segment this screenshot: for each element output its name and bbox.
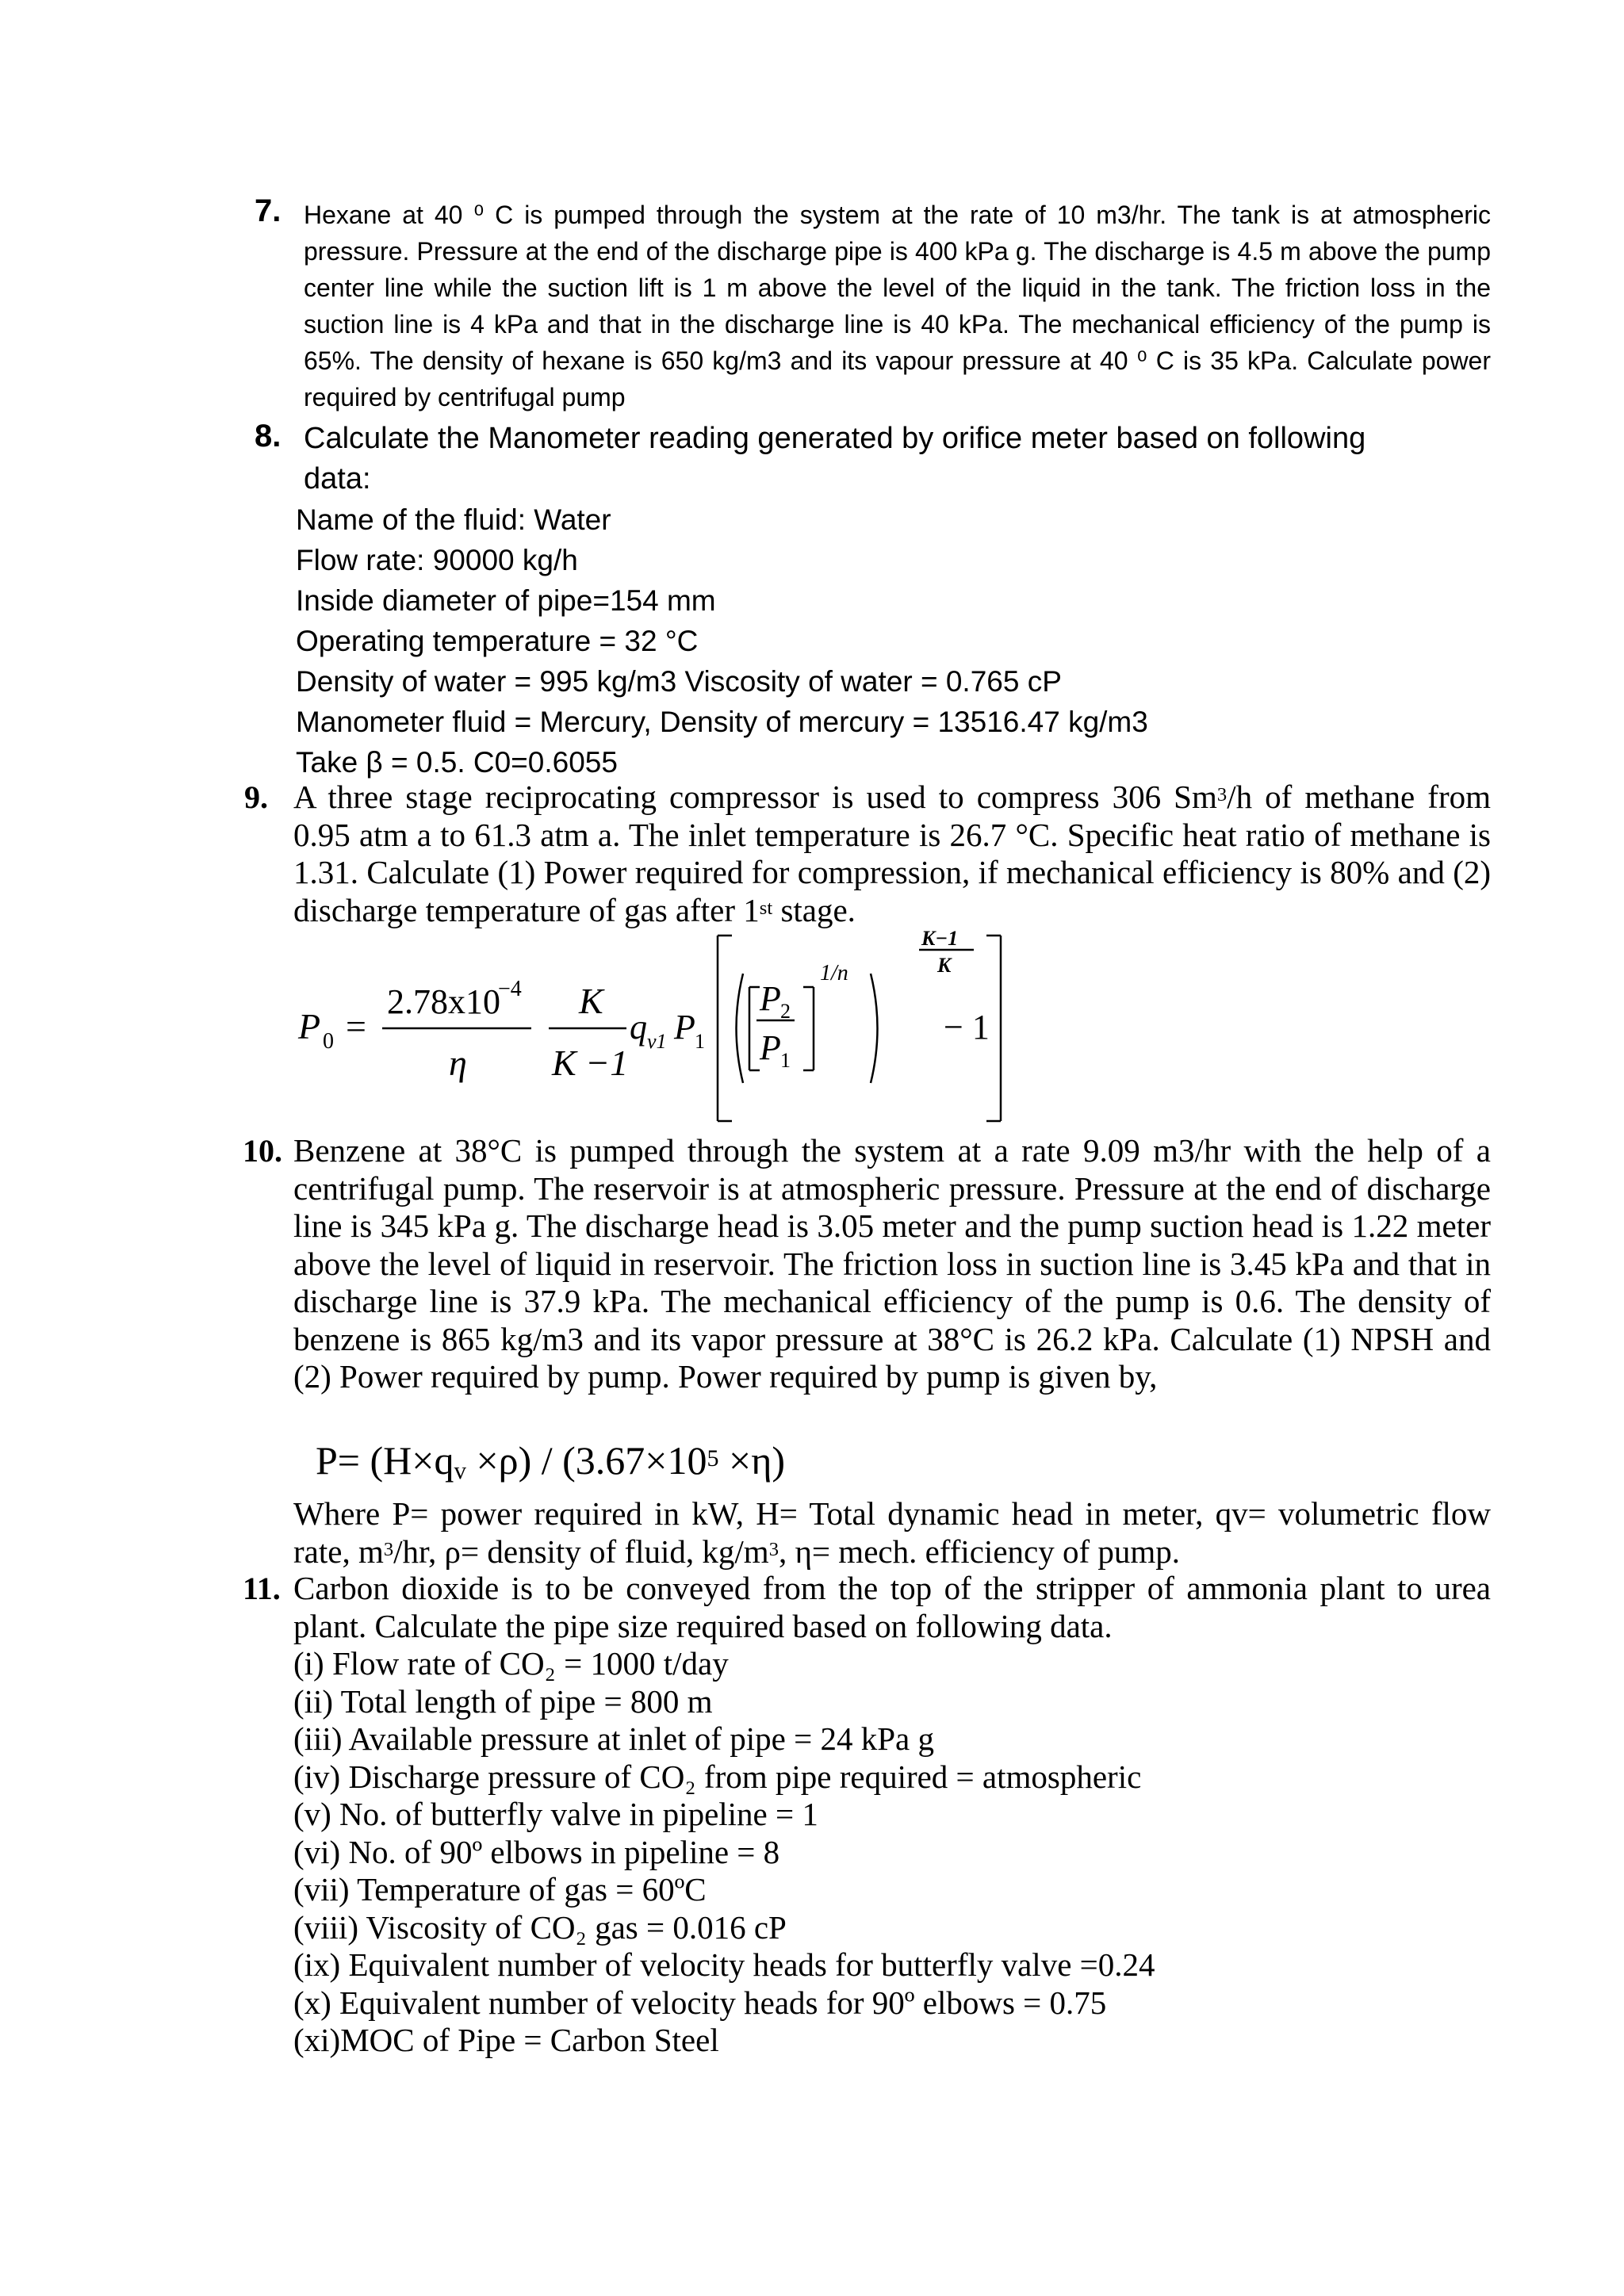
formula-equals: = (346, 1006, 366, 1047)
compressor-power-formula (293, 928, 1007, 1130)
question-10 (243, 1132, 1491, 1396)
list-item: Manometer fluid = Mercury, Density of mercury = 13516.47 kg/m3 (296, 706, 1148, 738)
superscript: 3 (1216, 784, 1228, 806)
question-number: 8. (255, 419, 282, 453)
formula-q-sub: v1 (647, 1030, 667, 1053)
formula-fraction-numerator: P (760, 979, 781, 1018)
text-part: Where P= power required in kW, H= Total dynamic head in meter, qv= volumetric flow rate, m (293, 1495, 1491, 1570)
formula-subscript: v (454, 1456, 466, 1485)
formula-lhs: P (298, 1006, 321, 1047)
data-list (293, 1645, 1491, 2060)
formula-outer-exponent-denominator: K (937, 954, 952, 977)
formula-q: q (630, 1008, 647, 1047)
formula-coefficient-exponent: −4 (498, 977, 522, 1001)
list-item: Inside diameter of pipe=154 mm (296, 584, 716, 617)
formula-eta: η (449, 1043, 467, 1083)
text-part: , η= mech. efficiency of pump. (778, 1533, 1181, 1570)
formula-minus-one: − 1 (944, 1008, 990, 1047)
question-intro-line-2: data: (304, 462, 371, 496)
formula-p1-sub: 1 (695, 1030, 705, 1053)
question-9 (244, 779, 1491, 929)
formula-outer-exponent-numerator: K−1 (921, 928, 959, 950)
list-item: Take β = 0.5. C0=0.6055 (296, 746, 618, 779)
formula-part: ×ρ) / (3.67×10 (465, 1438, 707, 1483)
question-8 (255, 419, 1493, 783)
question-number: 9. (244, 779, 268, 815)
list-item: (i) Flow rate of CO₂ = 1000 t/day (293, 1645, 729, 1682)
superscript: st (759, 897, 773, 919)
text-part: A three stage reciprocating compressor is used to compress 306 Sm (293, 779, 1217, 815)
superscript: 3 (768, 1538, 779, 1560)
question-number: 11. (243, 1571, 281, 1606)
question-text: Benzene at 38°C is pumped through the system at a rate 9.09 m3/hr with the help of a centrifugal pump. The reservoir is at atmospheric pressure. Pressure at the end of discharge line is 345 kPa g. The discharge head is 3.05 meter and the pump suction head is 1.22 meter above the level of liquid in reservoir. The friction loss in suction line is 3.45 kPa and that in discharge line is 37.9 kPa. The mechanical efficiency of the pump is 0.6. The density of benzene is 865 kg/m3 and its vapor pressure at 38°C is 26.2 kPa. Calculate (1) NPSH and (2) Power required by pump. Power required by pump is given by, (293, 1132, 1491, 1395)
formula-inner-exponent: 1/n (820, 961, 848, 985)
question-number: 10. (243, 1133, 282, 1169)
question-intro: Carbon dioxide is to be conveyed from the top of the stripper of ammonia plant to urea plant. Calculate the pipe size required based on following data. (293, 1570, 1491, 1644)
pump-power-formula (316, 1437, 785, 1484)
list-item: Operating temperature = 32 °C (296, 625, 699, 657)
question-7 (255, 193, 1491, 415)
list-item: (ii) Total length of pipe = 800 m (293, 1682, 713, 1720)
list-item: Density of water = 995 kg/m3 Viscosity of water = 0.765 cP (296, 665, 1062, 698)
question-11 (243, 1570, 1491, 2060)
formula-k-numerator: K (579, 981, 603, 1021)
text-part: /h of methane from 0.95 atm a to 61.3 atm a. The inlet temperature is 26.7 °C. Specific heat ratio of methane is 1.31. Calculate (1) Power required for compression, if mechanical efficiency is 80% and (2) discharge temperature of gas after 1 (293, 779, 1491, 928)
question-text: Hexane at 40 ⁰ C is pumped through the system at the rate of 10 m3/hr. The tank is at atmospheric pressure. Pressure at the end of the discharge pipe is 400 kPa g. The discharge is 4.5 m above the pump center line while the suction lift is 1 m above the level of the liquid in the tank. The friction loss in the suction line is 4 kPa and that in the discharge line is 40 kPa. The mechanical efficiency of the pump is 65%. The density of hexane is 650 kg/m3 and its vapour pressure at 40 ⁰ C is 35 kPa. Calculate power required by centrifugal pump (304, 201, 1491, 411)
definitions-text (293, 1495, 1491, 1571)
formula-coefficient: 2.78x10 (387, 982, 500, 1021)
list-item: (x) Equivalent number of velocity heads for 90º elbows = 0.75 (293, 1984, 1107, 2021)
list-item: (iv) Discharge pressure of CO₂ from pipe required = atmospheric (293, 1758, 1142, 1795)
formula-fraction-denominator: P (760, 1028, 781, 1067)
list-item: (vi) No. of 90º elbows in pipeline = 8 (293, 1833, 780, 1870)
list-item: (xi)MOC of Pipe = Carbon Steel (293, 2022, 719, 2058)
list-item: (vii) Temperature of gas = 60ºC (293, 1871, 707, 1908)
superscript: 3 (383, 1538, 394, 1560)
formula-fraction-numerator-sub: 2 (780, 1000, 791, 1023)
formula-k-denominator: K −1 (552, 1043, 629, 1083)
formula-definitions (293, 1495, 1491, 1571)
question-text (293, 779, 1491, 929)
list-item: (v) No. of butterfly valve in pipeline = 1 (293, 1796, 818, 1832)
text-part: /hr, ρ= density of fluid, kg/m (393, 1533, 769, 1570)
list-item: (iii) Available pressure at inlet of pipe = 24 kPa g (293, 1720, 934, 1757)
formula-part: P= (H×q (316, 1438, 454, 1483)
list-item: (ix) Equivalent number of velocity heads for butterfly valve =0.24 (293, 1946, 1155, 1983)
data-list (296, 499, 1493, 783)
formula-part: ×η) (718, 1438, 786, 1483)
question-intro-line-1: Calculate the Manometer reading generated by orifice meter based on following (304, 422, 1366, 455)
formula-fraction-denominator-sub: 1 (780, 1049, 791, 1072)
list-item: Name of the fluid: Water (296, 503, 611, 536)
formula-lhs-sub: 0 (323, 1029, 334, 1054)
formula-superscript: 5 (707, 1445, 719, 1471)
list-item: (viii) Viscosity of CO₂ gas = 0.016 cP (293, 1908, 787, 1946)
formula-p1: P (674, 1008, 695, 1047)
question-number: 7. (255, 193, 282, 228)
list-item: Flow rate: 90000 kg/h (296, 544, 578, 576)
text-part: stage. (772, 891, 856, 928)
